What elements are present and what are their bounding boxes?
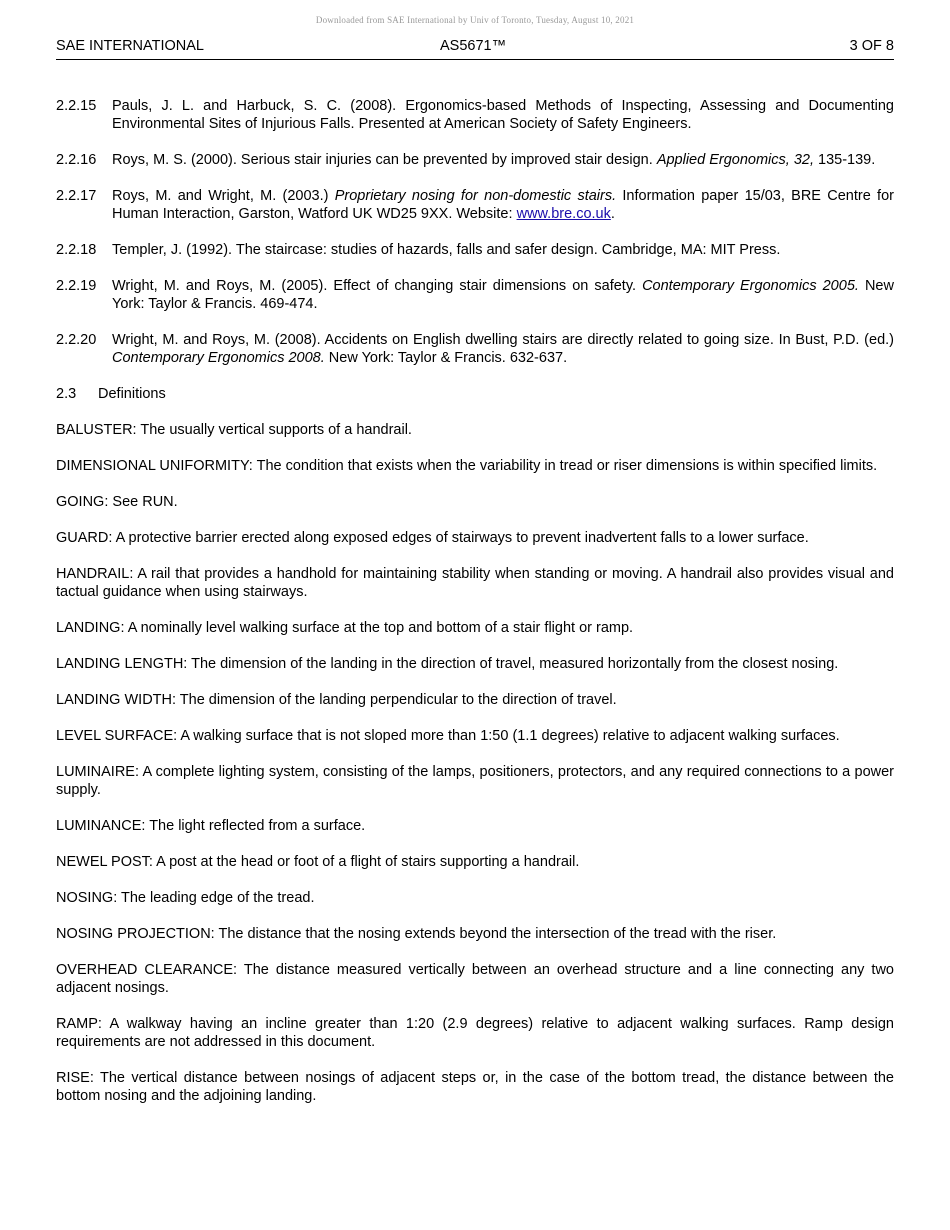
- definition-item: GOING: See RUN.: [56, 494, 178, 510]
- definition-item: NOSING PROJECTION: The distance that the nosing extends beyond the intersection of the tread with the riser.: [56, 926, 777, 942]
- reference-text: [112, 97, 894, 133]
- reference-text-main: Roys, M. and Wright, M. (2003.): [112, 188, 335, 204]
- reference-number: 2.2.15: [56, 98, 97, 114]
- document-body: [56, 97, 894, 1123]
- definition-item: LEVEL SURFACE: A walking surface that is not sloped more than 1:50 (1.1 degrees) relative to adjacent walking surfaces.: [56, 728, 840, 744]
- reference-number: 2.2.17: [56, 188, 97, 204]
- reference-italic-title: Contemporary Ergonomics 2005.: [642, 278, 859, 294]
- reference-number: 2.2.18: [56, 242, 97, 258]
- definition-item: LANDING WIDTH: The dimension of the landing perpendicular to the direction of travel.: [56, 692, 617, 708]
- definition-item: NEWEL POST: A post at the head or foot of a flight of stairs supporting a handrail.: [56, 854, 580, 870]
- definition-list: [56, 421, 894, 1105]
- definition-item: LUMINANCE: The light reflected from a surface.: [56, 818, 366, 834]
- reference-text: [112, 151, 894, 169]
- definition-item: DIMENSIONAL UNIFORMITY: The condition that exists when the variability in tread or riser dimensions is within specified limits.: [56, 458, 878, 474]
- reference-text-main: Wright, M. and Roys, M. (2008). Accidents on English dwelling stairs are directly related to going size. In Bust, P.D. (ed.): [112, 332, 894, 348]
- reference-text-tail: Information paper 15/03, BRE Centre for Human Interaction, Garston, Watford UK WD25 9XX. Website:: [112, 188, 894, 222]
- definition-item: RISE: The vertical distance between nosings of adjacent steps or, in the case of the bottom tread, the distance between the bottom nosing and the adjoining landing.: [56, 1070, 894, 1104]
- header-publisher: SAE INTERNATIONAL: [56, 38, 204, 54]
- reference-text-tail: New York: Taylor & Francis. 632-637.: [324, 350, 568, 366]
- reference-item: [56, 151, 894, 169]
- definition-item: BALUSTER: The usually vertical supports of a handrail.: [56, 422, 412, 438]
- section-number: 2.3: [56, 386, 77, 402]
- definition-item: OVERHEAD CLEARANCE: The distance measured vertically between an overhead structure and a line connecting any two adjacent nosings.: [56, 962, 894, 996]
- definition-item: LANDING LENGTH: The dimension of the landing in the direction of travel, measured horizontally from the closest nosing.: [56, 656, 839, 672]
- reference-number: 2.2.16: [56, 152, 97, 168]
- reference-italic-title: Applied Ergonomics, 32,: [656, 152, 814, 168]
- reference-text-tail: New York: Taylor & Francis. 469-474.: [112, 278, 894, 312]
- header-doc-number: AS5671™: [440, 38, 507, 54]
- reference-item: [56, 331, 894, 367]
- reference-list: [56, 97, 894, 367]
- reference-italic-title: Proprietary nosing for non-domestic stairs.: [334, 188, 617, 204]
- reference-item: [56, 277, 894, 313]
- reference-text: [112, 331, 894, 367]
- reference-website-link[interactable]: www.bre.co.uk: [516, 206, 611, 222]
- reference-number: 2.2.19: [56, 278, 97, 294]
- reference-text: [112, 187, 894, 223]
- reference-item: [56, 187, 894, 223]
- reference-text-main: Wright, M. and Roys, M. (2005). Effect of changing stair dimensions on safety.: [112, 278, 643, 294]
- definition-item: LANDING: A nominally level walking surface at the top and bottom of a stair flight or ramp.: [56, 620, 634, 636]
- reference-item: [56, 241, 894, 259]
- reference-number: 2.2.20: [56, 332, 97, 348]
- definition-item: NOSING: The leading edge of the tread.: [56, 890, 315, 906]
- reference-text-tail: 135-139.: [813, 152, 876, 168]
- reference-italic-title: Contemporary Ergonomics 2008.: [112, 350, 325, 366]
- reference-item: [56, 97, 894, 133]
- definition-item: GUARD: A protective barrier erected along exposed edges of stairways to prevent inadvertent falls to a lower surface.: [56, 530, 809, 546]
- reference-text-end: .: [610, 206, 615, 222]
- section-title: Definitions: [98, 386, 166, 402]
- reference-text: [112, 241, 894, 259]
- header-page-number: 3 OF 8: [849, 38, 894, 54]
- download-watermark: Downloaded from SAE International by Univ of Toronto, Tuesday, August 10, 2021: [315, 15, 635, 25]
- definition-item: LUMINAIRE: A complete lighting system, consisting of the lamps, positioners, protectors, and any required connections to a power supply.: [56, 764, 894, 798]
- section-heading: [56, 385, 894, 403]
- page-header: [56, 38, 894, 60]
- reference-text-main: Pauls, J. L. and Harbuck, S. C. (2008). Ergonomics-based Methods of Inspecting, Assessing and Documenting Environmental Sites of Injurious Falls. Presented at American Society of Safety Engineers.: [112, 98, 894, 132]
- definition-item: HANDRAIL: A rail that provides a handhold for maintaining stability when standing or moving. A handrail also provides visual and tactual guidance when using stairways.: [56, 566, 894, 600]
- reference-text-main: Roys, M. S. (2000). Serious stair injuries can be prevented by improved stair design.: [112, 152, 657, 168]
- reference-text: [112, 277, 894, 313]
- definition-item: RAMP: A walkway having an incline greater than 1:20 (2.9 degrees) relative to adjacent walking surfaces. Ramp design requirements are not addressed in this document.: [56, 1016, 894, 1050]
- reference-text-main: Templer, J. (1992). The staircase: studies of hazards, falls and safer design. Cambridge, MA: MIT Press.: [112, 242, 781, 258]
